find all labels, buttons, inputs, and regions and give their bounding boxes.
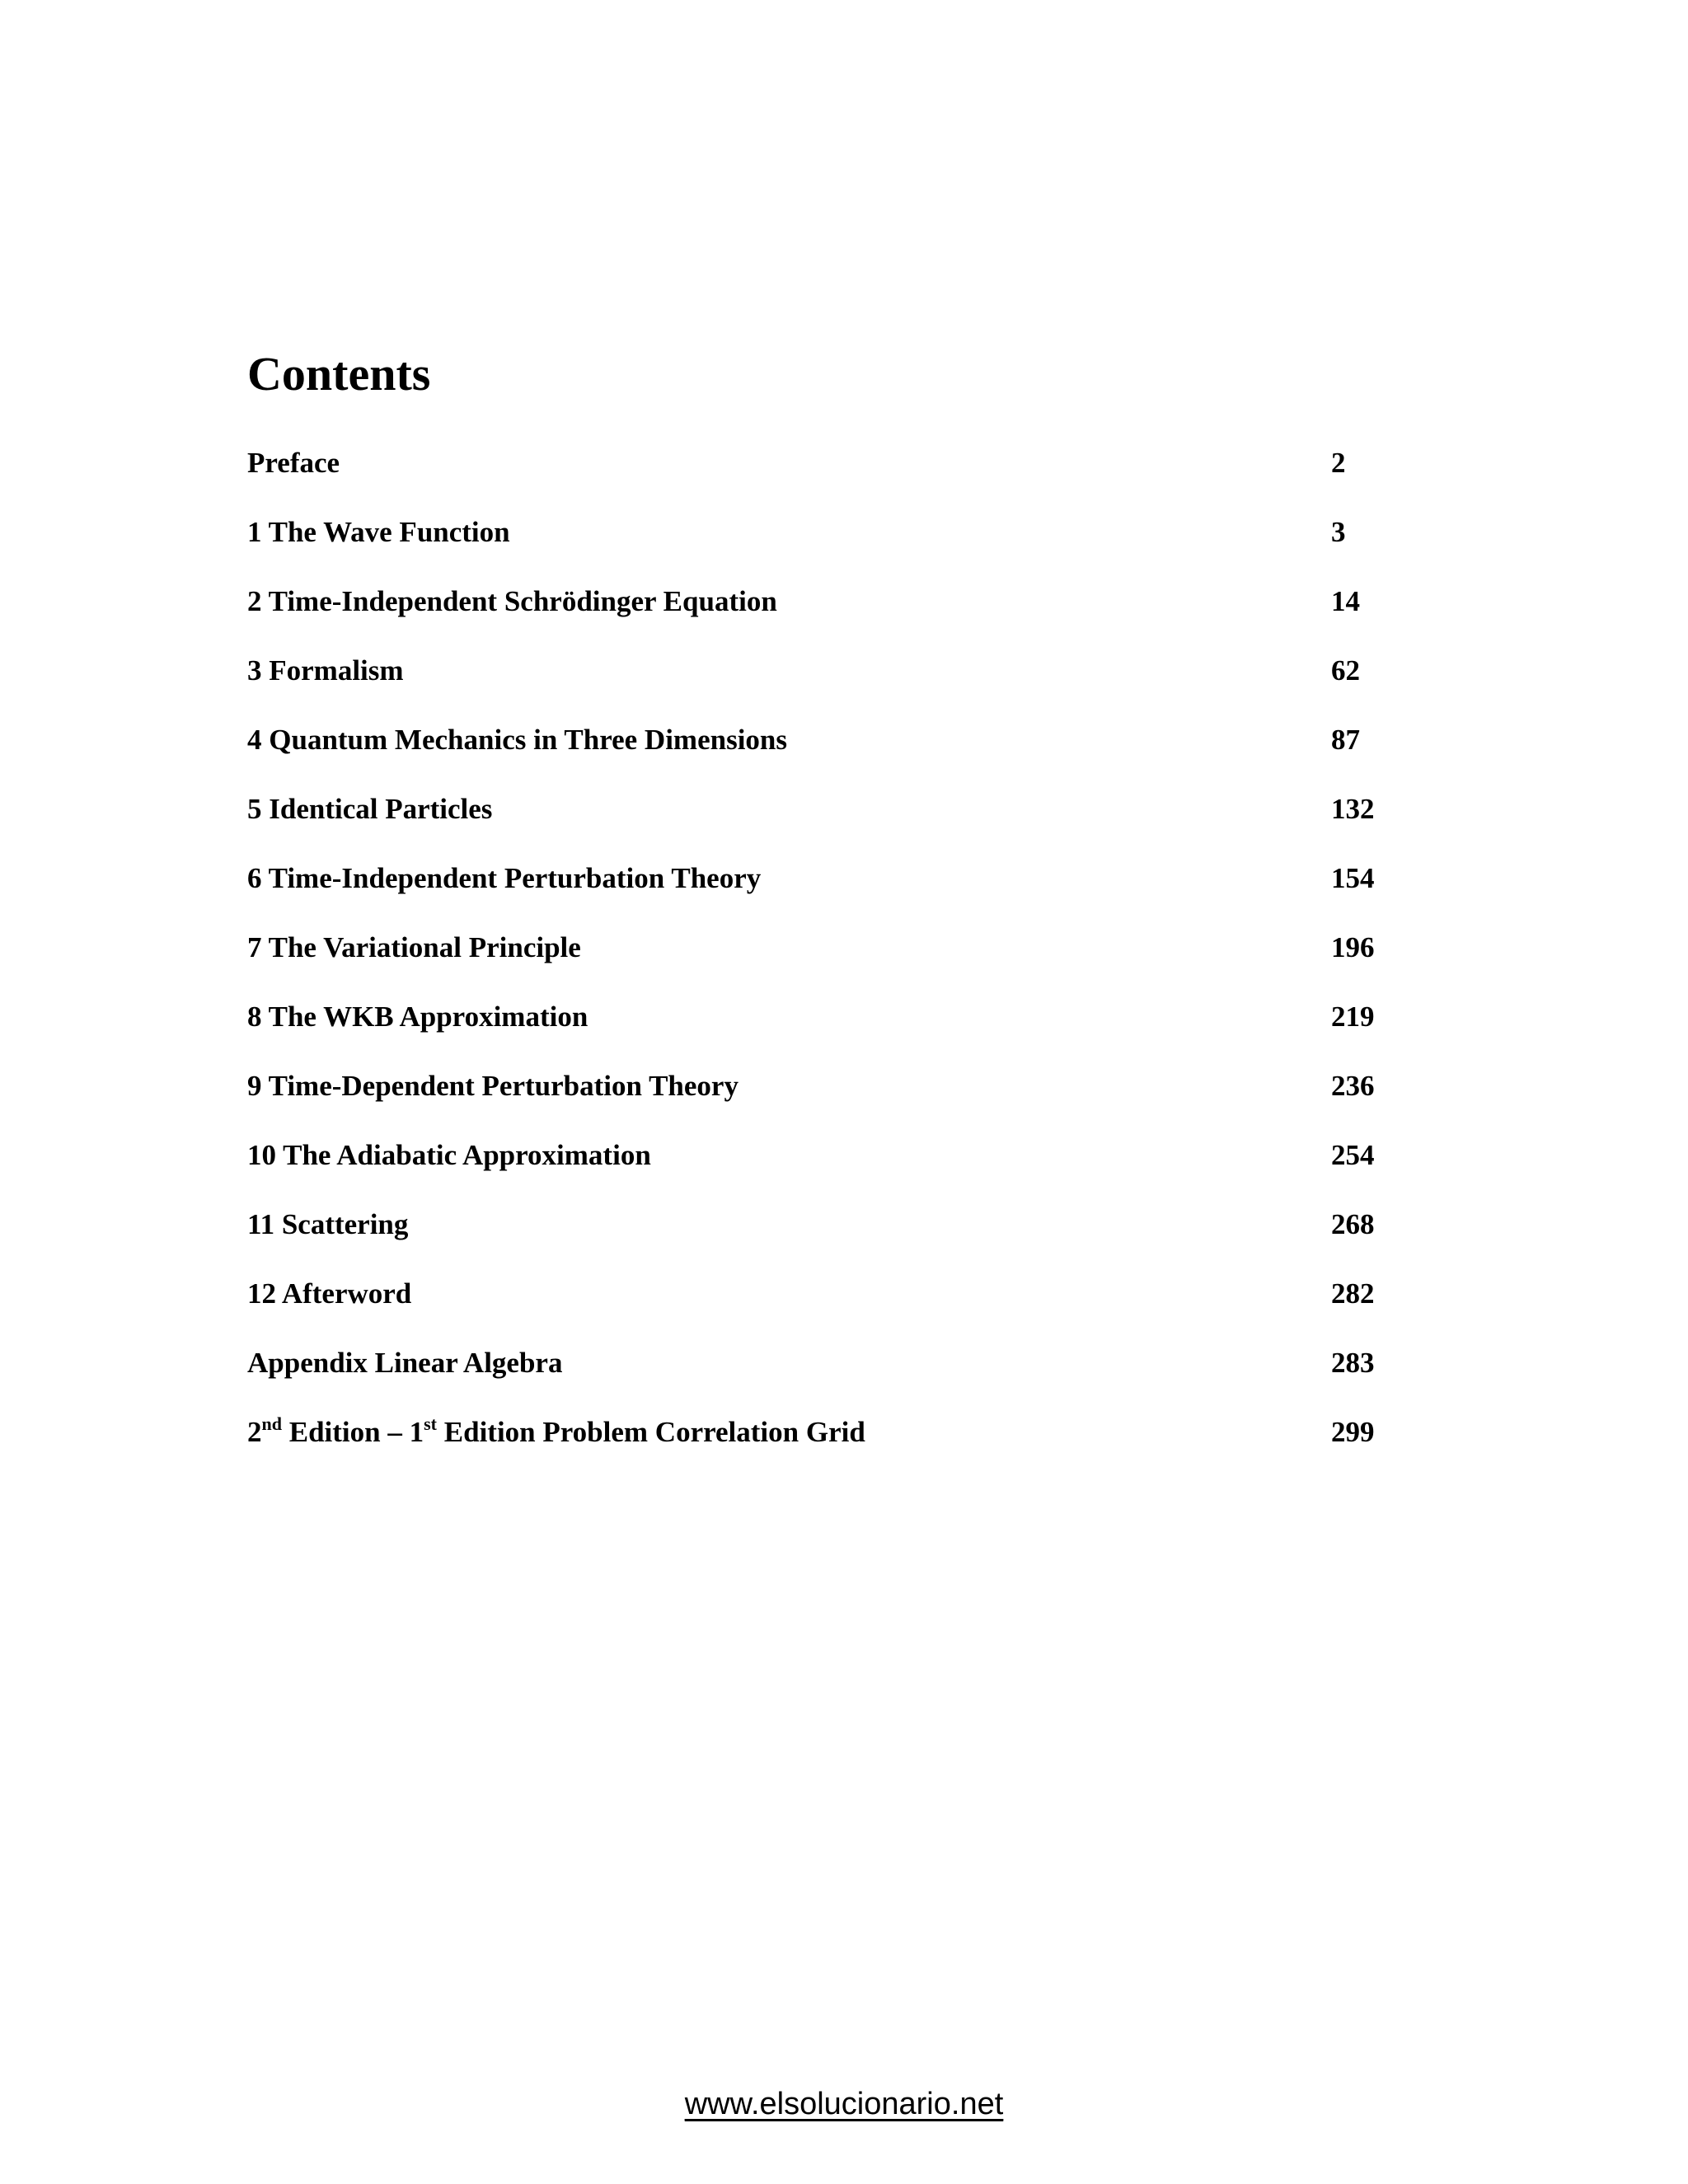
toc-entry-page: 236 bbox=[1331, 1070, 1375, 1102]
toc-entry[interactable] bbox=[247, 514, 1467, 583]
toc-entry[interactable] bbox=[247, 1068, 1467, 1137]
toc-entry[interactable] bbox=[247, 445, 1467, 514]
toc-entry-page: 132 bbox=[1331, 793, 1375, 825]
toc-entry-page: 254 bbox=[1331, 1139, 1375, 1171]
toc-entry-label: 9 Time-Dependent Perturbation Theory bbox=[247, 1070, 738, 1102]
toc-entry-label: 12 Afterword bbox=[247, 1277, 412, 1310]
toc-entry-page: 219 bbox=[1331, 1001, 1375, 1033]
toc-entry[interactable] bbox=[247, 791, 1467, 860]
toc-entry[interactable] bbox=[247, 999, 1467, 1068]
page-title: Contents bbox=[247, 347, 431, 401]
toc-entry-correlation-grid[interactable] bbox=[247, 1414, 1467, 1483]
toc-entry[interactable] bbox=[247, 860, 1467, 930]
toc-entry-page: 268 bbox=[1331, 1208, 1375, 1240]
toc-entry-page: 87 bbox=[1331, 724, 1360, 756]
table-of-contents bbox=[247, 445, 1467, 1483]
toc-entry-label: 4 Quantum Mechanics in Three Dimensions bbox=[247, 724, 788, 756]
toc-entry-page: 2 bbox=[1331, 447, 1346, 479]
toc-entry[interactable] bbox=[247, 930, 1467, 999]
edition-text-rest: Edition Problem Correlation Grid bbox=[437, 1416, 865, 1448]
toc-entry[interactable] bbox=[247, 653, 1467, 722]
footer-website-link[interactable] bbox=[0, 2087, 1688, 2122]
toc-entry-page: 282 bbox=[1331, 1277, 1375, 1310]
toc-entry-label: 1 The Wave Function bbox=[247, 516, 510, 548]
toc-entry-label: Preface bbox=[247, 447, 340, 479]
toc-entry-label: 6 Time-Independent Perturbation Theory bbox=[247, 862, 762, 894]
toc-entry[interactable] bbox=[247, 1137, 1467, 1207]
toc-entry-label bbox=[247, 1414, 865, 1451]
website-link-text[interactable]: www.elsolucionario.net bbox=[684, 2087, 1004, 2121]
toc-entry[interactable] bbox=[247, 1345, 1467, 1414]
toc-entry-label: 5 Identical Particles bbox=[247, 793, 493, 825]
toc-entry[interactable] bbox=[247, 722, 1467, 791]
ordinal-suffix-st: st bbox=[424, 1413, 438, 1434]
toc-entry-page: 62 bbox=[1331, 654, 1360, 687]
toc-entry[interactable] bbox=[247, 1207, 1467, 1276]
toc-entry-page: 283 bbox=[1331, 1347, 1375, 1379]
toc-entry-page: 154 bbox=[1331, 862, 1375, 894]
toc-entry-label: 11 Scattering bbox=[247, 1208, 409, 1240]
ordinal-suffix-nd: nd bbox=[261, 1413, 282, 1434]
toc-entry[interactable] bbox=[247, 1276, 1467, 1345]
toc-entry-label: 7 The Variational Principle bbox=[247, 931, 581, 963]
toc-entry-label: 3 Formalism bbox=[247, 654, 404, 687]
toc-entry-page: 299 bbox=[1331, 1416, 1375, 1448]
toc-entry[interactable] bbox=[247, 583, 1467, 653]
toc-entry-label: 8 The WKB Approximation bbox=[247, 1001, 588, 1033]
toc-entry-page: 14 bbox=[1331, 585, 1360, 617]
toc-entry-label: Appendix Linear Algebra bbox=[247, 1347, 563, 1379]
toc-entry-page: 3 bbox=[1331, 516, 1346, 548]
toc-entry-page: 196 bbox=[1331, 931, 1375, 963]
edition-number-2: 2 bbox=[247, 1416, 262, 1448]
toc-entry-label: 10 The Adiabatic Approximation bbox=[247, 1139, 651, 1171]
edition-text-middle: Edition – 1 bbox=[281, 1416, 424, 1448]
toc-entry-label: 2 Time-Independent Schrödinger Equation bbox=[247, 585, 777, 617]
